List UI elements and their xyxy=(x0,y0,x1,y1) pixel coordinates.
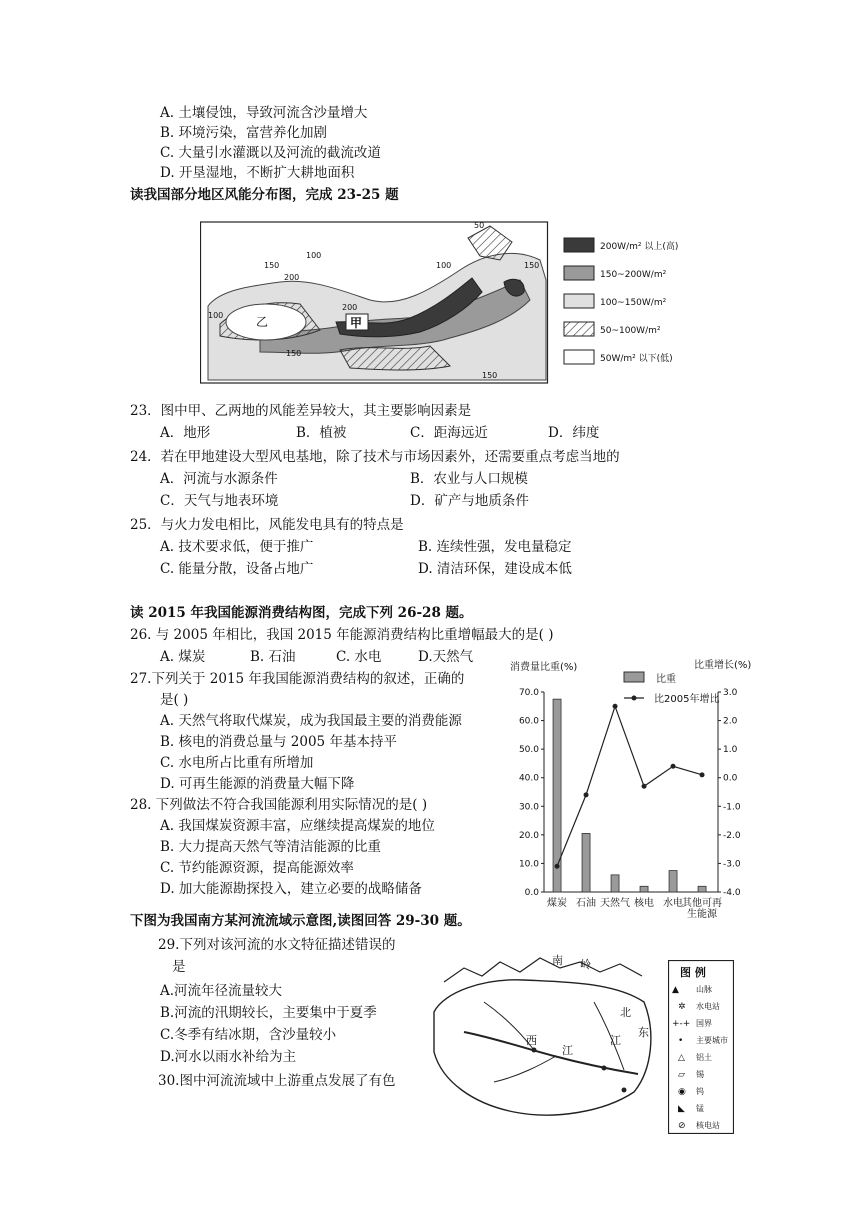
energy-consumption-chart xyxy=(508,652,754,922)
q25-option-b: B. 连续性强，发电量稳定 xyxy=(418,539,572,555)
y-tick-label: 0.0 xyxy=(524,888,539,898)
legend-bauxite-icon: △ xyxy=(678,1053,685,1063)
y-tick-label: 50.0 xyxy=(518,745,539,756)
map-label-nan: 南 xyxy=(552,954,563,967)
q25-stem: 25．与火力发电相比，风能发电具有的特点是 xyxy=(130,517,404,533)
bar-2 xyxy=(611,875,619,892)
legend-swatch-high xyxy=(564,238,594,252)
q27-option-c: C. 水电所占比重有所增加 xyxy=(160,755,314,771)
wind-energy-map xyxy=(200,220,580,388)
city-marker xyxy=(622,1088,627,1093)
option-c-top: C. 大量引水灌溉以及河流的截流改道 xyxy=(160,145,381,161)
legend-city: 主要城市 xyxy=(696,1036,728,1045)
contour-label: 150 xyxy=(524,261,540,270)
line-point-4 xyxy=(671,764,676,769)
place-label-yi: 乙 xyxy=(256,315,269,329)
map-label-bei: 北 xyxy=(620,1006,631,1019)
bar-5 xyxy=(698,886,706,892)
city-marker xyxy=(532,1048,537,1053)
series-line xyxy=(557,706,702,866)
q29-option-a: A.河流年径流量较大 xyxy=(160,983,283,999)
map-label-xi: 西 xyxy=(526,1034,537,1047)
contour-label: 200 xyxy=(284,273,300,282)
q28-stem: 28. 下列做法不符合我国能源利用实际情况的是( ) xyxy=(130,797,428,813)
q24-option-a: A．河流与水源条件 xyxy=(160,471,278,487)
place-label-jia: 甲 xyxy=(350,316,363,330)
q24-stem: 24．若在甲地建设大型风电基地，除了技术与市场因素外，还需要重点考虑当地的 xyxy=(130,449,620,465)
wind-map-legend xyxy=(560,230,700,370)
legend-label-high: 200W/m² 以上(高) xyxy=(600,242,679,252)
y-tick-label: 70.0 xyxy=(518,688,539,698)
section3-intro: 下图为我国南方某河流流域示意图,读图回答 29-30 题。 xyxy=(130,913,471,929)
x-tick-label: 天然气 xyxy=(600,898,631,909)
line-point-2 xyxy=(613,704,618,709)
q26-option-d: D.天然气 xyxy=(418,649,474,665)
mountain-range-line xyxy=(444,958,642,982)
q30-stem: 30.图中河流流域中上游重点发展了有色 xyxy=(158,1073,396,1089)
legend-swatch-100-150 xyxy=(564,294,594,308)
y-tick-label: 40.0 xyxy=(518,773,539,784)
x-tick-label: 煤炭 xyxy=(547,898,568,909)
q26-stem: 26. 与 2005 年相比，我国 2015 年能源消费结构比重增幅最大的是( ) xyxy=(130,627,554,643)
y-axis-label: 消费量比重(%) xyxy=(510,662,578,673)
bar-1 xyxy=(582,833,590,892)
x-tick-label: 水电 xyxy=(663,898,684,909)
q27-option-b: B. 核电的消费总量与 2005 年基本持平 xyxy=(160,734,397,750)
legend-manganese: 锰 xyxy=(696,1104,704,1113)
map-label-jiang-2: 江 xyxy=(610,1034,621,1047)
y-tick-label: 30.0 xyxy=(518,802,539,813)
contour-label: 200 xyxy=(342,303,358,312)
map-label-jiang: 江 xyxy=(562,1044,573,1057)
river-map-legend xyxy=(668,960,734,1134)
legend-border-icon: +-+ xyxy=(672,1019,691,1029)
y2-tick-label: -4.0 xyxy=(723,888,741,898)
line-point-0 xyxy=(555,864,560,869)
legend-label-low: 50W/m² 以下(低) xyxy=(600,354,673,364)
legend-label-100-150: 100~150W/m² xyxy=(600,298,667,308)
legend-tungsten: 钨 xyxy=(696,1087,704,1096)
legend-swatch-150-200 xyxy=(564,266,594,280)
q23-option-d: D．纬度 xyxy=(548,425,600,441)
legend-bar-swatch xyxy=(624,672,644,682)
q25-option-d: D. 清洁环保，建设成本低 xyxy=(418,561,572,577)
q28-option-a: A. 我国煤炭资源丰富，应继续提高煤炭的地位 xyxy=(160,818,435,834)
legend-mountain: 山脉 xyxy=(696,985,712,994)
map-hatched-region-s xyxy=(340,346,450,370)
city-marker xyxy=(602,1066,607,1071)
y2-tick-label: 0.0 xyxy=(723,773,738,784)
y2-tick-label: 2.0 xyxy=(723,716,738,727)
legend-bauxite: 铝土 xyxy=(696,1053,712,1062)
legend-manganese-icon: ◣ xyxy=(678,1104,685,1114)
contour-label: 50 xyxy=(474,221,485,230)
x-tick-label: 其他可再 xyxy=(682,898,723,909)
q25-option-c: C. 能量分散，设备占地广 xyxy=(160,561,314,577)
section2-intro: 读 2015 年我国能源消费结构图，完成下列 26-28 题。 xyxy=(130,605,473,621)
legend-tin: 锡 xyxy=(696,1070,704,1079)
q28-option-d: D. 加大能源勘探投入，建立必要的战略储备 xyxy=(160,881,422,897)
q29-stem: 29.下列对该河流的水文特征描述错误的 xyxy=(158,937,396,953)
bar-3 xyxy=(640,886,648,892)
legend-swatch-50-100 xyxy=(564,322,594,336)
legend-line-marker xyxy=(632,696,637,701)
legend-hydro: 水电站 xyxy=(696,1002,720,1011)
q28-option-c: C. 节约能源资源，提高能源效率 xyxy=(160,860,354,876)
y-tick-label: 20.0 xyxy=(518,830,539,841)
y2-tick-label: -3.0 xyxy=(723,859,741,870)
contour-label: 150 xyxy=(286,349,302,358)
option-a-top: A. 土壤侵蚀，导致河流含沙量增大 xyxy=(160,105,368,121)
legend-border: 国界 xyxy=(696,1019,712,1028)
basin-boundary xyxy=(434,980,651,1115)
map-label-ling: 岭 xyxy=(580,958,591,971)
q27-stem: 27.下列关于 2015 年我国能源消费结构的叙述，正确的 xyxy=(130,671,465,687)
tributary xyxy=(494,1056,556,1082)
q28-option-b: B. 大力提高天然气等清洁能源的比重 xyxy=(160,839,382,855)
q23-option-c: C．距海远近 xyxy=(410,425,488,441)
y2-tick-label: 3.0 xyxy=(723,688,738,698)
contour-label: 100 xyxy=(208,311,224,320)
legend-tungsten-icon: ◉ xyxy=(678,1087,686,1097)
q29-stem-cont: 是 xyxy=(172,959,186,975)
legend-line-label: 比2005年增比 xyxy=(654,694,720,705)
q29-option-c: C.冬季有结冰期，含沙量较小 xyxy=(160,1027,337,1043)
x-tick-label: 石油 xyxy=(576,898,597,909)
option-d-top: D. 开垦湿地，不断扩大耕地面积 xyxy=(160,165,355,181)
legend-tin-icon: ▱ xyxy=(678,1070,685,1080)
y2-tick-label: 1.0 xyxy=(723,745,738,756)
y2-tick-label: -2.0 xyxy=(723,830,741,841)
section1-intro: 读我国部分地区风能分布图，完成 23-25 题 xyxy=(130,187,399,203)
y2-tick-label: -1.0 xyxy=(723,802,741,813)
line-point-3 xyxy=(642,784,647,789)
legend-mountain-icon: ▲ xyxy=(672,985,679,995)
q26-option-a: A. 煤炭 xyxy=(160,649,206,665)
legend-title: 图 例 xyxy=(680,966,706,979)
option-b-top: B. 环境污染，富营养化加剧 xyxy=(160,125,328,141)
river-basin-map xyxy=(424,952,664,1132)
legend-swatch-low xyxy=(564,350,594,364)
legend-label-50-100: 50~100W/m² xyxy=(600,326,661,336)
q26-option-c: C. 水电 xyxy=(336,649,382,665)
q24-option-c: C．天气与地表环境 xyxy=(160,493,279,509)
q29-option-d: D.河水以雨水补给为主 xyxy=(160,1049,297,1065)
q27-option-a: A. 天然气将取代煤炭，成为我国最主要的消费能源 xyxy=(160,713,462,729)
legend-hydro-icon: ✲ xyxy=(678,1002,686,1012)
q29-option-b: B.河流的汛期较长，主要集中于夏季 xyxy=(160,1005,377,1021)
line-point-5 xyxy=(700,772,705,777)
q25-option-a: A. 技术要求低，便于推广 xyxy=(160,539,314,555)
y-tick-label: 60.0 xyxy=(518,716,539,727)
contour-label: 100 xyxy=(306,251,322,260)
legend-nuclear: 核电站 xyxy=(696,1121,720,1130)
contour-label: 150 xyxy=(482,371,498,380)
x-tick-label: 生能源 xyxy=(687,909,718,920)
contour-label: 100 xyxy=(436,261,452,270)
legend-bar-label: 比重 xyxy=(656,674,676,685)
q24-option-b: B．农业与人口规模 xyxy=(410,471,528,487)
q23-stem: 23．图中甲、乙两地的风能差异较大，其主要影响因素是 xyxy=(130,403,472,419)
q26-option-b: B. 石油 xyxy=(250,649,296,665)
q27-option-d: D. 可再生能源的消费量大幅下降 xyxy=(160,776,355,792)
x-tick-label: 核电 xyxy=(634,898,655,909)
bar-4 xyxy=(669,871,677,892)
q24-option-d: D．矿产与地质条件 xyxy=(410,493,529,509)
bar-0 xyxy=(553,699,561,892)
y2-axis-label: 比重增长(%) xyxy=(694,660,752,671)
line-point-1 xyxy=(584,792,589,797)
legend-label-150-200: 150~200W/m² xyxy=(600,270,667,280)
map-label-dong: 东 xyxy=(638,1026,649,1039)
q27-stem-cont: 是( ) xyxy=(160,692,189,708)
q23-option-a: A．地形 xyxy=(160,425,211,441)
y-tick-label: 10.0 xyxy=(518,859,539,870)
legend-city-icon: • xyxy=(678,1036,684,1046)
contour-label: 150 xyxy=(264,261,280,270)
legend-nuclear-icon: ⊘ xyxy=(678,1121,686,1131)
q23-option-b: B．植被 xyxy=(296,425,347,441)
